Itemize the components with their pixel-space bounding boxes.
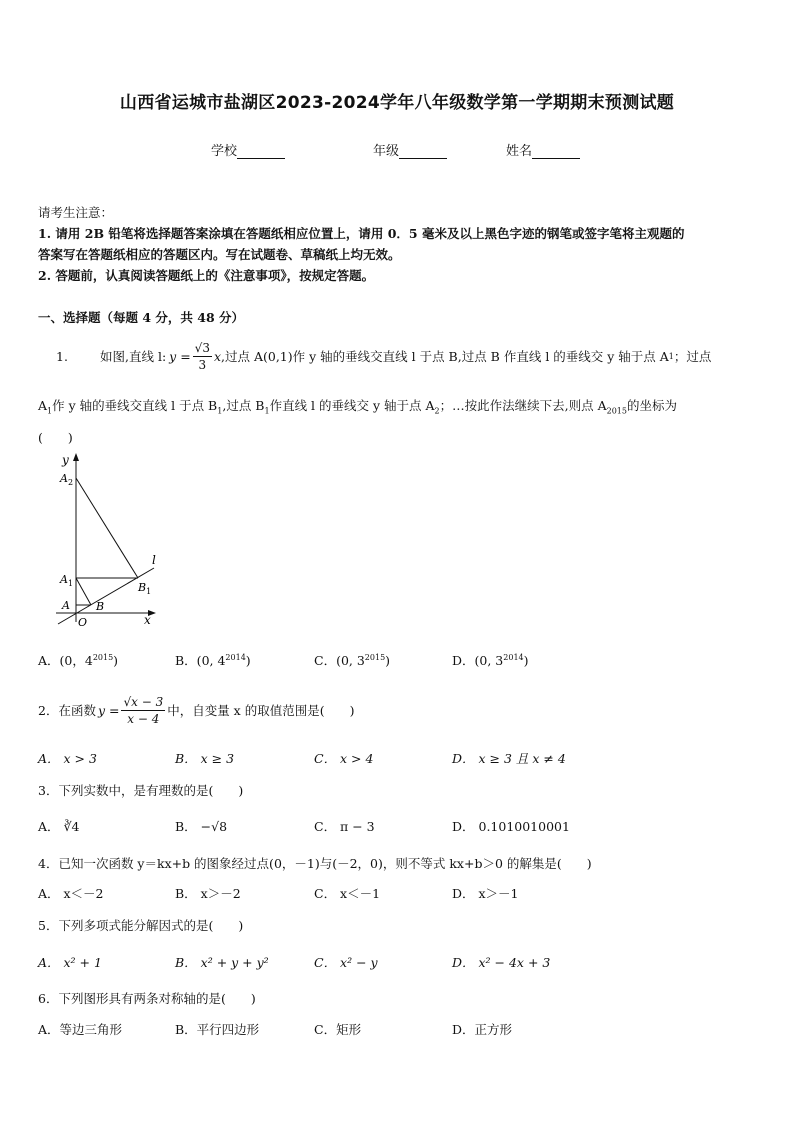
q1-number: 1. bbox=[56, 349, 68, 364]
q6-option-b[interactable]: B．平行四边形 bbox=[175, 1022, 260, 1037]
q1-l2-c: ,过点 B bbox=[222, 398, 265, 413]
q2-option-b[interactable]: B． x ≥ 3 bbox=[175, 751, 235, 766]
q1-l2-sub-d: 2 bbox=[434, 406, 440, 416]
q1-option-a-exp: 2015 bbox=[92, 652, 114, 662]
name-field[interactable] bbox=[506, 140, 580, 159]
q1-l2-e: ；…按此作法继续下去,则点 A bbox=[439, 398, 607, 413]
q1-lead: 如图,直线 l: bbox=[100, 349, 167, 364]
q2-eq: y = bbox=[97, 702, 120, 718]
q3-option-d[interactable]: D． 0.1010010001 bbox=[452, 819, 570, 834]
label-A2-sub: 2 bbox=[67, 478, 74, 487]
page-title: 山西省运城市盐湖区2023-2024学年八年级数学第一学期期末预测试题 bbox=[119, 93, 675, 113]
q4-option-a[interactable]: A． x＜－2 bbox=[38, 886, 104, 901]
q1-answer-paren: ( ) bbox=[38, 430, 73, 445]
label-y: y bbox=[62, 453, 69, 467]
q3-option-b[interactable]: B． −√8 bbox=[175, 819, 228, 834]
q1-tail: ；过点 bbox=[673, 349, 712, 364]
school-blank[interactable] bbox=[237, 145, 285, 159]
q1-rest: ,过点 A(0,1)作 y 轴的垂线交直线 l 于点 B,过点 B 作直线 l 的垂线交 y 轴于点 A bbox=[221, 349, 669, 364]
label-l: l bbox=[152, 553, 156, 567]
q4-option-c[interactable]: C． x＜－1 bbox=[314, 886, 381, 901]
q2-lead: 2．在函数 bbox=[38, 703, 96, 718]
grade-field[interactable] bbox=[373, 140, 447, 159]
notice-heading: 请考生注意： bbox=[38, 205, 114, 220]
segment-BA1 bbox=[76, 578, 91, 605]
q1-option-c-exp: 2015 bbox=[364, 652, 386, 662]
q1-l2-a: A bbox=[38, 398, 48, 413]
q1-var-x: x bbox=[213, 348, 222, 364]
label-B1-letter: B bbox=[138, 581, 147, 594]
label-A1-sub: 1 bbox=[67, 579, 74, 588]
name-label: 姓名 bbox=[506, 144, 533, 159]
label-x: x bbox=[144, 613, 151, 627]
label-A1 bbox=[59, 573, 73, 588]
q1-l2-sub-c: 1 bbox=[264, 406, 270, 416]
q2-option-c[interactable]: C． x > 4 bbox=[314, 751, 374, 766]
label-O: O bbox=[78, 616, 88, 629]
q5-stem: 5．下列多项式能分解因式的是( ) bbox=[38, 918, 244, 933]
q3-stem: 3．下列实数中，是有理数的是( ) bbox=[38, 783, 244, 798]
line-l bbox=[58, 568, 154, 624]
q1-option-c-label: C．(0, 3 bbox=[314, 653, 365, 668]
grade-blank[interactable] bbox=[399, 145, 447, 159]
q3-option-c[interactable]: C． π − 3 bbox=[314, 819, 375, 834]
notice-line-1: 1. 请用 2B 铅笔将选择题答案涂填在答题纸相应位置上，请用 0．5 毫米及以上黑色字迹的钢笔或签字笔将主观题的 bbox=[38, 226, 685, 241]
segment-B1A2 bbox=[76, 478, 138, 578]
school-field[interactable] bbox=[211, 140, 285, 159]
q1-l2-sub-b: 1 bbox=[217, 406, 223, 416]
q1-option-b-tail: ) bbox=[245, 653, 251, 668]
q1-l2-sub-a: 1 bbox=[47, 406, 53, 416]
q1-option-a-label: A．(0，4 bbox=[38, 653, 93, 668]
q1-option-b[interactable] bbox=[175, 651, 251, 669]
q5-option-b[interactable]: B． x² + y + y² bbox=[175, 955, 269, 970]
q6-option-c[interactable]: C．矩形 bbox=[314, 1022, 362, 1037]
q6-option-a[interactable]: A．等边三角形 bbox=[38, 1022, 123, 1037]
notice-line-2: 答案写在答题纸相应的答题区内。写在试题卷、草稿纸上均无效。 bbox=[38, 247, 401, 262]
q1-option-a[interactable] bbox=[38, 651, 118, 669]
y-axis-arrow bbox=[73, 453, 79, 461]
q1-l2-sub-2015: 2015 bbox=[606, 406, 627, 416]
q2-option-a[interactable]: A． x > 3 bbox=[38, 751, 97, 766]
q1-option-b-exp: 2014 bbox=[225, 652, 246, 662]
q4-option-b[interactable]: B． x＞－2 bbox=[175, 886, 241, 901]
grade-label: 年级 bbox=[373, 144, 400, 159]
q1-l2-d: 作直线 l 的垂线交 y 轴于点 A bbox=[269, 398, 435, 413]
q4-stem: 4．已知一次函数 y＝kx+b 的图象经过点(0，－1)与(－2，0)，则不等式 kx+b＞0 的解集是( ) bbox=[38, 856, 592, 871]
q1-fraction bbox=[193, 342, 212, 371]
q2-stem bbox=[38, 690, 354, 730]
q5-option-c[interactable]: C． x² − y bbox=[314, 955, 378, 970]
q2-tail: 中，自变量 x 的取值范围是( ) bbox=[167, 703, 355, 718]
q5-option-d[interactable]: D． x² − 4x + 3 bbox=[452, 955, 551, 970]
q1-option-a-tail: ) bbox=[113, 653, 119, 668]
q1-frac-num: √3 bbox=[194, 340, 210, 355]
q1-l2-b: 作 y 轴的垂线交直线 l 于点 B bbox=[52, 398, 218, 413]
q2-fraction bbox=[121, 696, 165, 725]
q5-option-a[interactable]: A． x² + 1 bbox=[38, 955, 102, 970]
section-heading: 一、选择题（每题 4 分，共 48 分） bbox=[38, 310, 245, 325]
q4-option-d[interactable]: D． x＞－1 bbox=[452, 886, 519, 901]
q3-option-a[interactable]: A． ∛4 bbox=[38, 819, 80, 834]
q1-l2-f: 的坐标为 bbox=[626, 398, 677, 413]
q1-option-d-label: D．(0, 3 bbox=[452, 653, 504, 668]
q1-figure bbox=[50, 450, 170, 630]
q2-option-d[interactable]: D． x ≥ 3 且 x ≠ 4 bbox=[452, 751, 566, 766]
q2-frac-den: x − 4 bbox=[127, 711, 160, 726]
label-A2 bbox=[59, 472, 73, 487]
q1-eq-y: y = bbox=[169, 348, 191, 364]
label-A2-letter: A bbox=[60, 472, 68, 485]
q6-stem: 6．下列图形具有两条对称轴的是( ) bbox=[38, 991, 256, 1006]
label-B: B bbox=[96, 600, 105, 613]
notice-line-3: 2. 答题前，认真阅读答题纸上的《注意事项》，按规定答题。 bbox=[38, 268, 375, 283]
q1-option-c[interactable] bbox=[314, 651, 390, 669]
q1-sub1: 1 bbox=[668, 351, 674, 361]
q1-option-c-tail: ) bbox=[385, 653, 391, 668]
q1-stem-line-2 bbox=[38, 396, 677, 416]
label-B1-sub: 1 bbox=[146, 587, 152, 596]
name-blank[interactable] bbox=[532, 145, 580, 159]
q1-option-d-exp: 2014 bbox=[503, 652, 524, 662]
label-B1 bbox=[137, 581, 151, 596]
label-A1-letter: A bbox=[60, 573, 68, 586]
label-A: A bbox=[62, 599, 70, 612]
q1-option-d-tail: ) bbox=[523, 653, 529, 668]
q2-frac-num: √x − 3 bbox=[123, 694, 164, 709]
q1-frac-den: 3 bbox=[198, 357, 207, 372]
q1-option-b-label: B．(0, 4 bbox=[175, 653, 226, 668]
q1-stem-line-1 bbox=[100, 336, 711, 376]
school-label: 学校 bbox=[211, 144, 238, 159]
q6-option-d[interactable]: D．正方形 bbox=[452, 1022, 513, 1037]
q1-option-d[interactable] bbox=[452, 651, 529, 669]
